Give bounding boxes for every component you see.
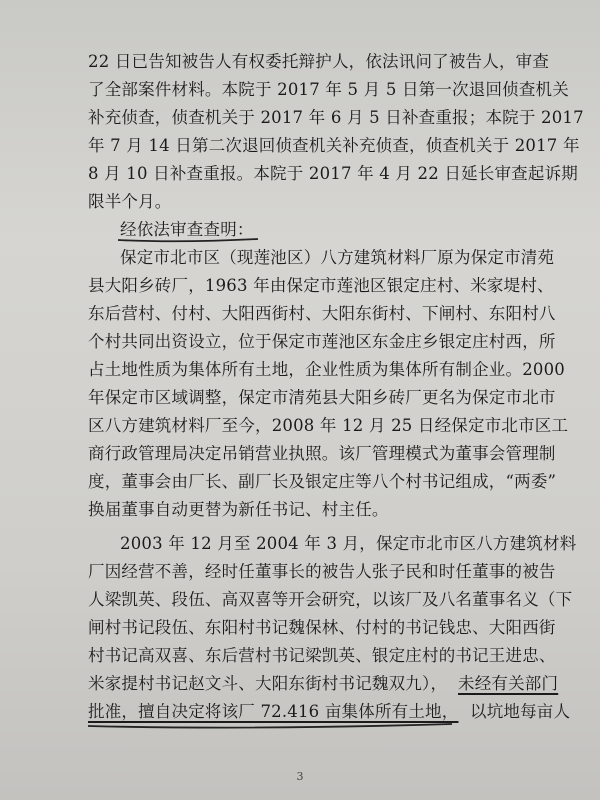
- text-line: 补充侦查，侦查机关于 2017 年 6 月 5 日补查重报；本院于 2017: [88, 108, 584, 127]
- text-line: 年 7 月 14 日第二次退回侦查机关补充侦查，侦查机关于 2017 年: [88, 136, 580, 155]
- text-line: 占土地性质为集体所有土地，企业性质为集体所有制企业。2000: [88, 360, 565, 379]
- text-line: 闸村书记段伍、东阳村书记魏保林、付村的书记钱忠、大阳西街: [88, 618, 556, 637]
- text-line: 村书记高双喜、东后营村书记梁凯英、银定庄村的书记王进忠、: [88, 646, 556, 665]
- text-line: 了全部案件材料。本院于 2017 年 5 月 5 日第一次退回侦查机关: [88, 80, 569, 99]
- handwritten-underline: [88, 724, 452, 728]
- underlined-text: 批准，擅自决定将该厂 72.416 亩集体所有土地，: [88, 702, 459, 721]
- text-line: 商行政管理局决定吊销营业执照。该厂管理模式为董事会管理制: [88, 444, 556, 463]
- underlined-text: 未经有关部门: [458, 674, 559, 693]
- text-line: 8 月 10 日补查重报。本院于 2017 年 4 月 22 日延长审查起诉期: [88, 164, 578, 183]
- text-line: 保定市北市区（现莲池区）八方建筑材料厂原为保定市清苑: [120, 248, 555, 267]
- section-heading: 经依法审查查明：: [120, 220, 254, 239]
- text-line: 米家提村书记赵文斗、大阳东街村书记魏双九），: [88, 674, 448, 693]
- text-line: 厂因经营不善，经时任董事长的被告人张子民和时任董事的被告: [88, 562, 556, 581]
- text-line: 个村共同出资设立，位于保定市莲池区东金庄乡银定庄村西，所: [88, 332, 556, 351]
- page-number: 3: [296, 770, 304, 783]
- text-line: 以坑地每亩人: [470, 702, 571, 721]
- handwritten-underline: [118, 239, 258, 241]
- text-line: 限半个月。: [88, 192, 172, 211]
- text-line: 县大阳乡砖厂，1963 年由保定市莲池区银定庄村、米家堤村、: [88, 276, 554, 295]
- text-line: 22 日已告知被告人有权委托辩护人，依法讯问了被告人，审查: [88, 52, 550, 71]
- text-line: 2003 年 12 月至 2004 年 3 月，保定市北市区八方建筑材料: [120, 534, 577, 553]
- text-line: 换届董事自动更替为新任书记、村主任。: [88, 500, 389, 519]
- text-line: 人梁凯英、段伍、高双喜等开会研究，以该厂及八名董事名义（下: [88, 590, 573, 609]
- text-line: 东后营村、付村、大阳西街村、大阳东街村、下闸村、东阳村八: [88, 304, 556, 323]
- text-line: 度，董事会由厂长、副厂长及银定庄等八个村书记组成，“两委”: [88, 472, 557, 491]
- text-line: 区八方建筑材料厂至今，2008 年 12 月 25 日经保定市北市区工: [88, 416, 569, 435]
- text-line: 年保定市区域调整，保定市清苑县大阳乡砖厂更名为保定市北市: [88, 388, 556, 407]
